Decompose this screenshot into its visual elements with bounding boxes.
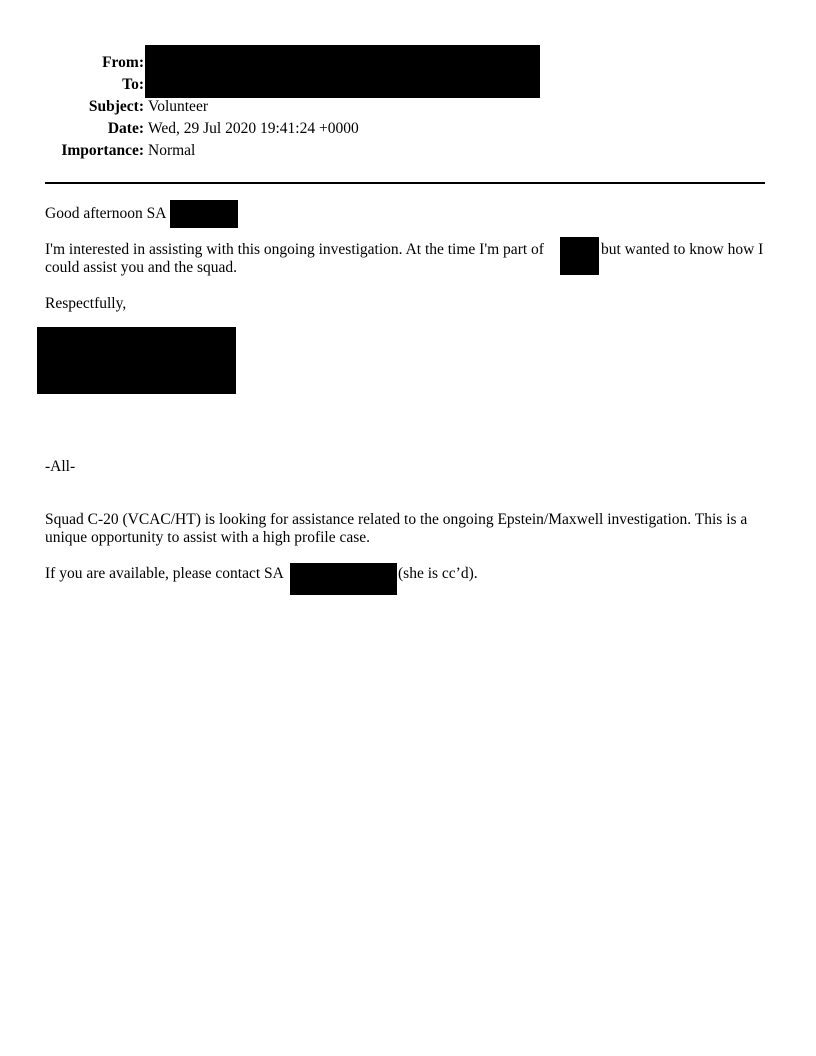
forward-greeting: -All- bbox=[45, 458, 76, 475]
from-label: From: bbox=[102, 54, 144, 71]
sa-name-redaction bbox=[170, 200, 238, 228]
contact-name-redaction bbox=[290, 563, 397, 595]
date-label: Date: bbox=[107, 120, 144, 137]
to-label: To: bbox=[122, 76, 144, 93]
para1-part2: but wanted to know how I bbox=[601, 241, 764, 258]
para1-line2: could assist you and the squad. bbox=[45, 259, 238, 276]
contact-part1: If you are available, please contact SA bbox=[45, 565, 284, 582]
closing-text: Respectfully, bbox=[45, 295, 127, 312]
header-divider bbox=[45, 182, 765, 184]
contact-part2: (she is cc’d). bbox=[398, 565, 478, 582]
importance-value: Normal bbox=[148, 142, 196, 159]
para1-part1: I'm interested in assisting with this ongoing investigation. At the time I'm part of bbox=[45, 241, 544, 258]
subject-label: Subject: bbox=[88, 98, 144, 115]
signature-redaction bbox=[37, 327, 236, 394]
para2-line1: Squad C-20 (VCAC/HT) is looking for assistance related to the ongoing Epstein/Maxwell investigation. This is a bbox=[45, 511, 748, 528]
greeting-text: Good afternoon SA bbox=[45, 205, 167, 222]
subject-value: Volunteer bbox=[148, 98, 208, 115]
from-to-redaction bbox=[145, 45, 540, 98]
importance-label: Importance: bbox=[61, 142, 144, 159]
date-value: Wed, 29 Jul 2020 19:41:24 +0000 bbox=[148, 120, 359, 137]
para2-line2: unique opportunity to assist with a high profile case. bbox=[45, 529, 371, 546]
